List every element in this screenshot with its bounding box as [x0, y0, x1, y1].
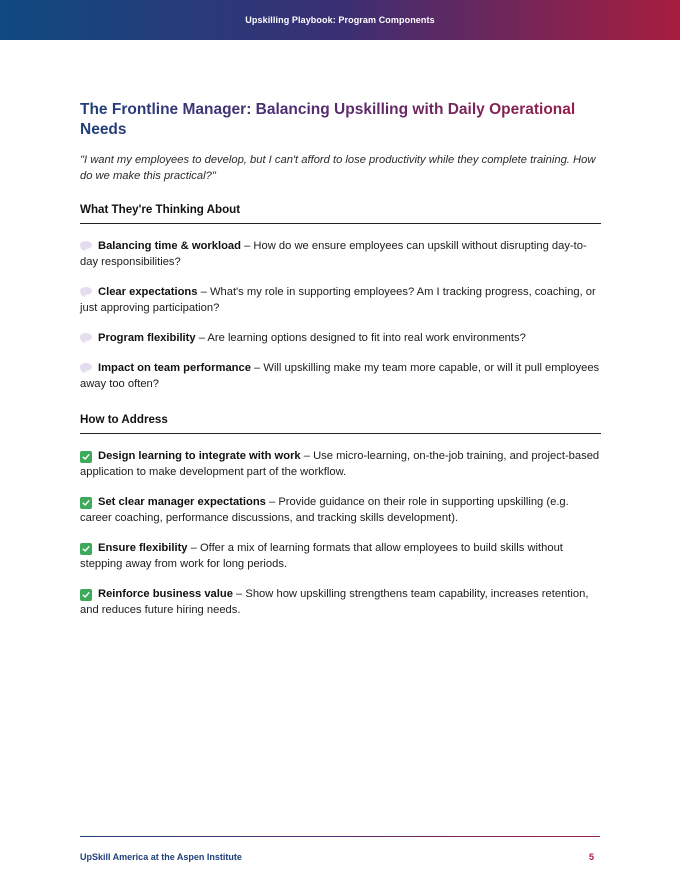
footer-organization: UpSkill America at the Aspen Institute	[80, 852, 242, 862]
check-mark-icon	[80, 497, 92, 509]
footer-divider	[80, 836, 600, 837]
item-text: – Provide guidance on their role in supporting upskilling (e.g. career coaching, performance discussions, and tracking skills development).	[80, 496, 569, 525]
item-text: – Will upskilling make my team more capable, or will it pull employees away too often?	[80, 361, 600, 390]
item-title: Balancing time & workload	[98, 240, 241, 252]
item-text: – What's my role in supporting employees? Am I tracking progress, coaching, or just approving participation?	[80, 286, 596, 315]
thinking-list	[80, 238, 601, 392]
section-divider	[80, 223, 601, 224]
thinking-heading: What They're Thinking About	[80, 203, 241, 216]
item-title: Design learning to integrate with work	[98, 450, 301, 463]
address-list	[80, 448, 601, 618]
item-title: Set clear manager expectations	[98, 496, 266, 509]
list-item	[80, 330, 601, 346]
header-band	[0, 0, 680, 40]
page-number: 5	[589, 852, 595, 862]
main-content	[80, 100, 601, 619]
item-text: – Offer a mix of learning formats that allow employees to build skills without stepping away from work for long periods.	[80, 542, 563, 571]
speech-bubble-icon	[80, 241, 92, 250]
item-title: Reinforce business value	[98, 588, 233, 601]
list-item	[80, 540, 601, 572]
item-text: – Are learning options designed to fit into real work environments?	[195, 332, 526, 344]
page-title: The Frontline Manager: Balancing Upskilling with Daily Operational Needs	[80, 100, 601, 140]
list-item	[80, 238, 601, 270]
item-title: Program flexibility	[98, 332, 196, 344]
item-text: – Use micro-learning, on-the-job training, and project-based application to make development part of the workflow.	[80, 450, 600, 479]
item-title: Impact on team performance	[98, 361, 251, 374]
header-title: Upskilling Playbook: Program Components	[245, 15, 435, 25]
item-title: Clear expectations	[98, 286, 198, 298]
list-item	[80, 360, 601, 392]
item-text: – Show how upskilling strengthens team capability, increases retention, and reduces future hiring needs.	[80, 588, 589, 617]
check-mark-icon	[80, 543, 92, 555]
speech-bubble-icon	[80, 287, 92, 296]
check-mark-icon	[80, 451, 92, 463]
speech-bubble-icon	[80, 363, 92, 372]
item-title: Ensure flexibility	[98, 542, 188, 555]
list-item	[80, 448, 601, 480]
list-item	[80, 586, 601, 618]
list-item	[80, 494, 601, 526]
speech-bubble-icon	[80, 333, 92, 342]
list-item	[80, 284, 601, 316]
check-mark-icon	[80, 589, 92, 601]
section-divider	[80, 433, 601, 434]
manager-quote: "I want my employees to develop, but I can't afford to lose productivity while they complete training. How do we make this practical?"	[80, 154, 596, 182]
item-text: – How do we ensure employees can upskill without disrupting day-to-day responsibilities?	[80, 240, 587, 269]
address-heading: How to Address	[80, 413, 168, 427]
